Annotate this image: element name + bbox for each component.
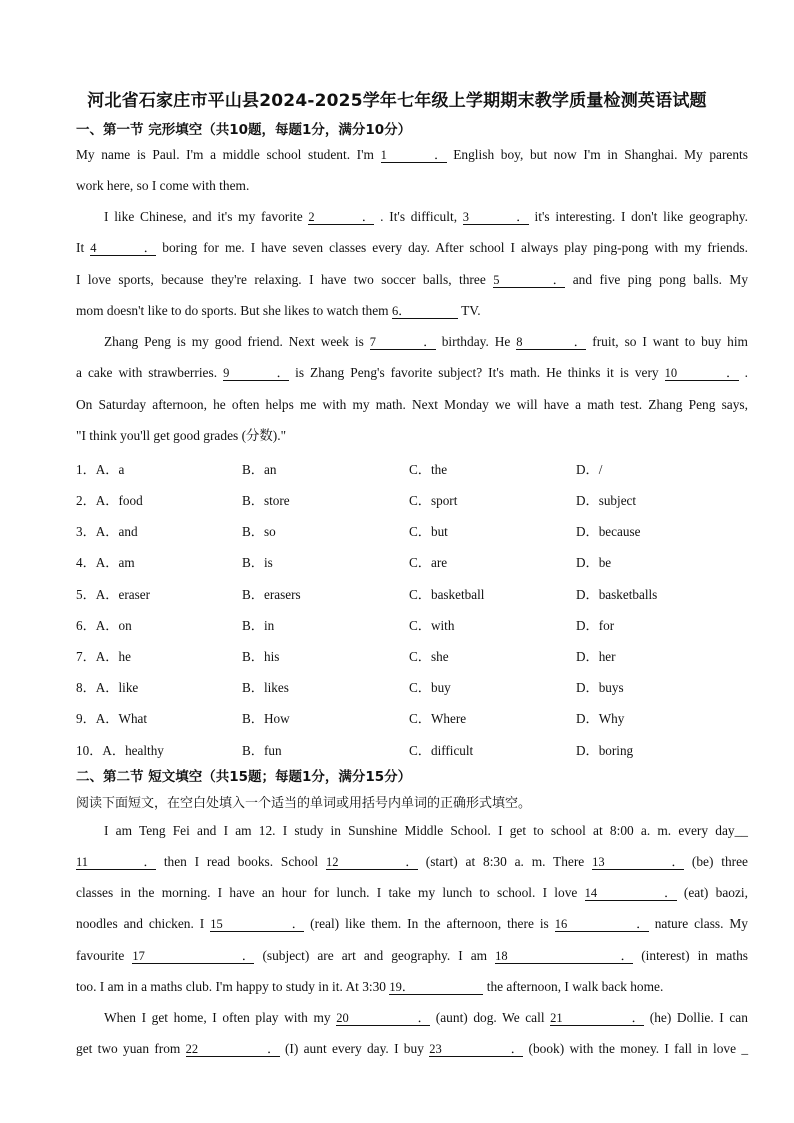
options-row-10 [76,740,756,756]
options-row-7 [76,646,756,662]
blank-7: 7． [369,335,436,349]
passage1-line-7: Zhang Peng is my good friend. Next week is 7． birthday. He 8． fruit, so I want to buy him [104,334,748,349]
option-10-c: C．difficult [409,743,474,758]
section2-instruction: 阅读下面短文，在空白处填入一个适当的单词或用括号内单词的正确形式填空。 [76,796,532,811]
option-7-b: B．his [242,649,280,664]
option-10-d: D．boring [576,743,634,758]
passage1-line-2: work here, so I come with them. [76,178,250,193]
option-9-d: D．Why [576,711,625,726]
option-9-c: C．Where [409,711,467,726]
passage1-line-8: a cake with strawberries. 9． is Zhang Peng's favorite subject? It's math. He thinks it is very 10． . [76,365,749,380]
option-1-d: D．/ [576,462,603,477]
options-row-1 [76,459,756,475]
blank-9: 9． [223,366,290,380]
option-6-c: C．with [409,618,455,633]
option-8-a: 8．A．like [76,680,139,695]
blank-1: 1． [380,148,447,162]
blank-17: 17． [132,949,255,963]
option-1-a: 1．A．a [76,462,125,477]
blank-19: 19． [389,980,483,995]
option-4-a: 4．A．am [76,555,135,570]
blank-5: 5． [493,273,566,287]
blank-2: 2． [308,210,375,224]
passage2-line-7: When I get home, I often play with my 20． (aunt) dog. We call 21． (he) Dollie. I can [104,1010,748,1025]
option-1-b: B．an [242,462,277,477]
option-6-a: 6．A．on [76,618,132,633]
passage1-line-3: I like Chinese, and it's my favorite 2． . It's difficult, 3． it's interesting. I don't like geography. [104,209,748,224]
blank-10: 10． [664,366,739,380]
blank-22: 22． [185,1042,280,1056]
blank-14: 14． [584,886,677,900]
options-row-5 [76,584,756,600]
option-3-d: D．because [576,524,641,539]
options-row-3 [76,521,756,537]
option-8-c: C．buy [409,680,451,695]
option-3-c: C．but [409,524,448,539]
options-row-9 [76,708,756,724]
passage1-line-4: It 4． boring for me. I have seven classes every day. After school I always play ping-pong with my friends. [76,240,748,255]
passage1-line-10: "I think you'll get good grades (分数)." [76,428,287,443]
option-4-b: B．is [242,555,273,570]
option-4-d: D．be [576,555,612,570]
blank-3: 3． [462,210,529,224]
option-7-a: 7．A．he [76,649,131,664]
blank-6: 6． [392,304,458,319]
option-9-a: 9．A．What [76,711,148,726]
blank-15: 15． [210,917,305,931]
option-5-b: B．erasers [242,587,301,602]
option-10-b: B．fun [242,743,282,758]
blank-13: 13． [592,855,685,869]
option-2-b: B．store [242,493,290,508]
passage2-line-5: favourite 17． (subject) are art and geography. I am 18． (interest) in maths [76,948,749,963]
option-7-c: C．she [409,649,449,664]
blank-8: 8． [516,335,587,349]
option-8-d: D．buys [576,680,624,695]
blank-16: 16． [554,917,649,931]
section2-heading: 二、第二节 短文填空（共15题；每题1分，满分15分） [76,769,412,785]
option-6-b: B．in [242,618,275,633]
option-8-b: B．likes [242,680,289,695]
option-5-c: C．basketball [409,587,485,602]
blank-12: 12． [325,855,418,869]
blank-23: 23． [429,1042,524,1056]
passage1-line-1: My name is Paul. I'm a middle school student. I'm 1． English boy, but now I'm in Shanghai. My parents [76,147,748,162]
blank-11: 11． [76,855,156,869]
section1-heading: 一、第一节 完形填空（共10题，每题1分，满分10分） [76,122,412,138]
passage2-line-6: too. I am in a maths club. I'm happy to study in it. At 3:30 19． the afternoon, I walk back home. [76,979,664,994]
option-3-b: B．so [242,524,276,539]
blank-21: 21． [550,1011,645,1025]
option-2-c: C．sport [409,493,458,508]
option-9-b: B．How [242,711,290,726]
passage1-line-6: mom doesn't like to do sports. But she likes to watch them 6． TV. [76,303,481,318]
option-4-c: C．are [409,555,448,570]
option-5-a: 5．A．eraser [76,587,150,602]
blank-18: 18． [495,949,634,963]
page-title: 河北省石家庄市平山县2024-2025学年七年级上学期期末教学质量检测英语试题 [87,91,707,111]
passage2-line-8: get two yuan from 22． (I) aunt every day. I buy 23． (book) with the money. I fall in love _ [76,1041,749,1056]
options-row-6 [76,615,756,631]
option-6-d: D．for [576,618,615,633]
options-row-4 [76,552,756,568]
passage2-line-3: classes in the morning. I have an hour for lunch. I take my lunch to school. I love 14． (eat) baozi, [76,885,748,900]
passage2-line-1: I am Teng Fei and I am 12. I study in Sunshine Middle School. I get to school at 8:00 a. m. every day__ [104,823,748,838]
option-2-a: 2．A．food [76,493,143,508]
option-3-a: 3．A．and [76,524,138,539]
options-row-2 [76,490,756,506]
option-5-d: D．basketballs [576,587,658,602]
options-row-8 [76,677,756,693]
option-1-c: C．the [409,462,448,477]
option-10-a: 10．A．healthy [76,743,164,758]
passage1-line-5: I love sports, because they're relaxing. I have two soccer balls, three 5． and five ping pong balls. My [76,272,749,287]
passage1-line-9: On Saturday afternoon, he often helps me with my math. Next Monday we will have a math test. Zhang Peng says, [76,397,748,412]
passage2-line-2: 11． then I read books. School 12． (start) at 8:30 a. m. There 13． (be) three [76,854,748,869]
blank-20: 20． [336,1011,431,1025]
option-2-d: D．subject [576,493,637,508]
blank-4: 4． [90,241,157,255]
passage2-line-4: noodles and chicken. I 15． (real) like them. In the afternoon, there is 16． nature class. My [76,916,749,931]
option-7-d: D．her [576,649,616,664]
